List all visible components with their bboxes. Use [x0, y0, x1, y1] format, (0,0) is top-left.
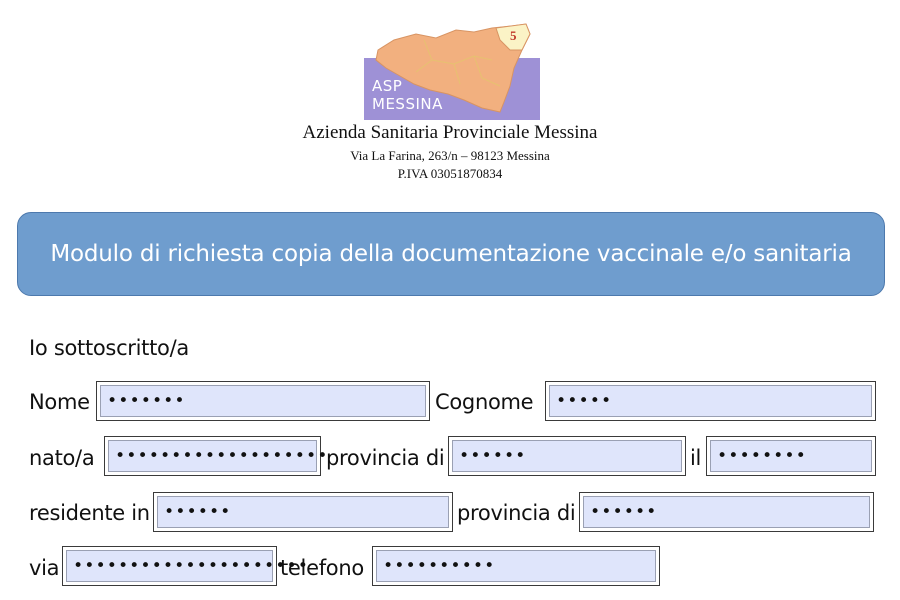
logo-text-asp: ASP	[372, 77, 403, 95]
provincia-nascita-label: provincia di	[326, 446, 445, 470]
data-nascita-input[interactable]: ••••••••	[710, 440, 872, 472]
nato-input[interactable]: •••••••••••••••••••	[108, 440, 317, 472]
telefono-label: telefono	[280, 556, 364, 580]
via-field[interactable]	[62, 546, 309, 586]
form-title-banner	[17, 212, 885, 296]
nome-field[interactable]	[96, 381, 430, 421]
via-label: via	[29, 556, 60, 580]
organization-address: Via La Farina, 263/n – 98123 Messina	[350, 148, 550, 163]
telefono-field[interactable]	[372, 546, 660, 586]
logo-text-messina: MESSINA	[372, 95, 443, 113]
cognome-label: Cognome	[435, 390, 534, 414]
telefono-input[interactable]: ••••••••••	[376, 550, 656, 582]
cognome-input[interactable]: •••••	[549, 385, 872, 417]
via-input[interactable]: •••••••••••••••••••••	[66, 550, 273, 582]
cognome-field[interactable]	[545, 381, 876, 421]
intro-text: Io sottoscritto/a	[29, 336, 189, 360]
provincia-nascita-field[interactable]	[448, 436, 686, 476]
provincia-residenza-label: provincia di	[457, 501, 576, 525]
data-nascita-label: il	[690, 446, 702, 470]
provincia-nascita-input[interactable]: ••••••	[452, 440, 682, 472]
organization-vat: P.IVA 03051870834	[397, 166, 503, 181]
nome-input[interactable]: •••••••	[100, 385, 426, 417]
residente-input[interactable]: ••••••	[157, 496, 449, 528]
provincia-residenza-input[interactable]: ••••••	[583, 496, 870, 528]
nome-label: Nome	[29, 390, 90, 414]
asp-logo	[364, 20, 542, 120]
form-title: Modulo di richiesta copia della documentazione vaccinale e/o sanitaria	[50, 241, 852, 267]
provincia-residenza-field[interactable]	[579, 492, 874, 532]
residente-field[interactable]	[153, 492, 453, 532]
organization-name: Azienda Sanitaria Provinciale Messina	[302, 122, 598, 143]
residente-label: residente in	[29, 501, 150, 525]
nato-label: nato/a	[29, 446, 95, 470]
logo-number: 5	[510, 28, 517, 43]
data-nascita-field[interactable]	[706, 436, 876, 476]
nato-field[interactable]	[104, 436, 329, 476]
